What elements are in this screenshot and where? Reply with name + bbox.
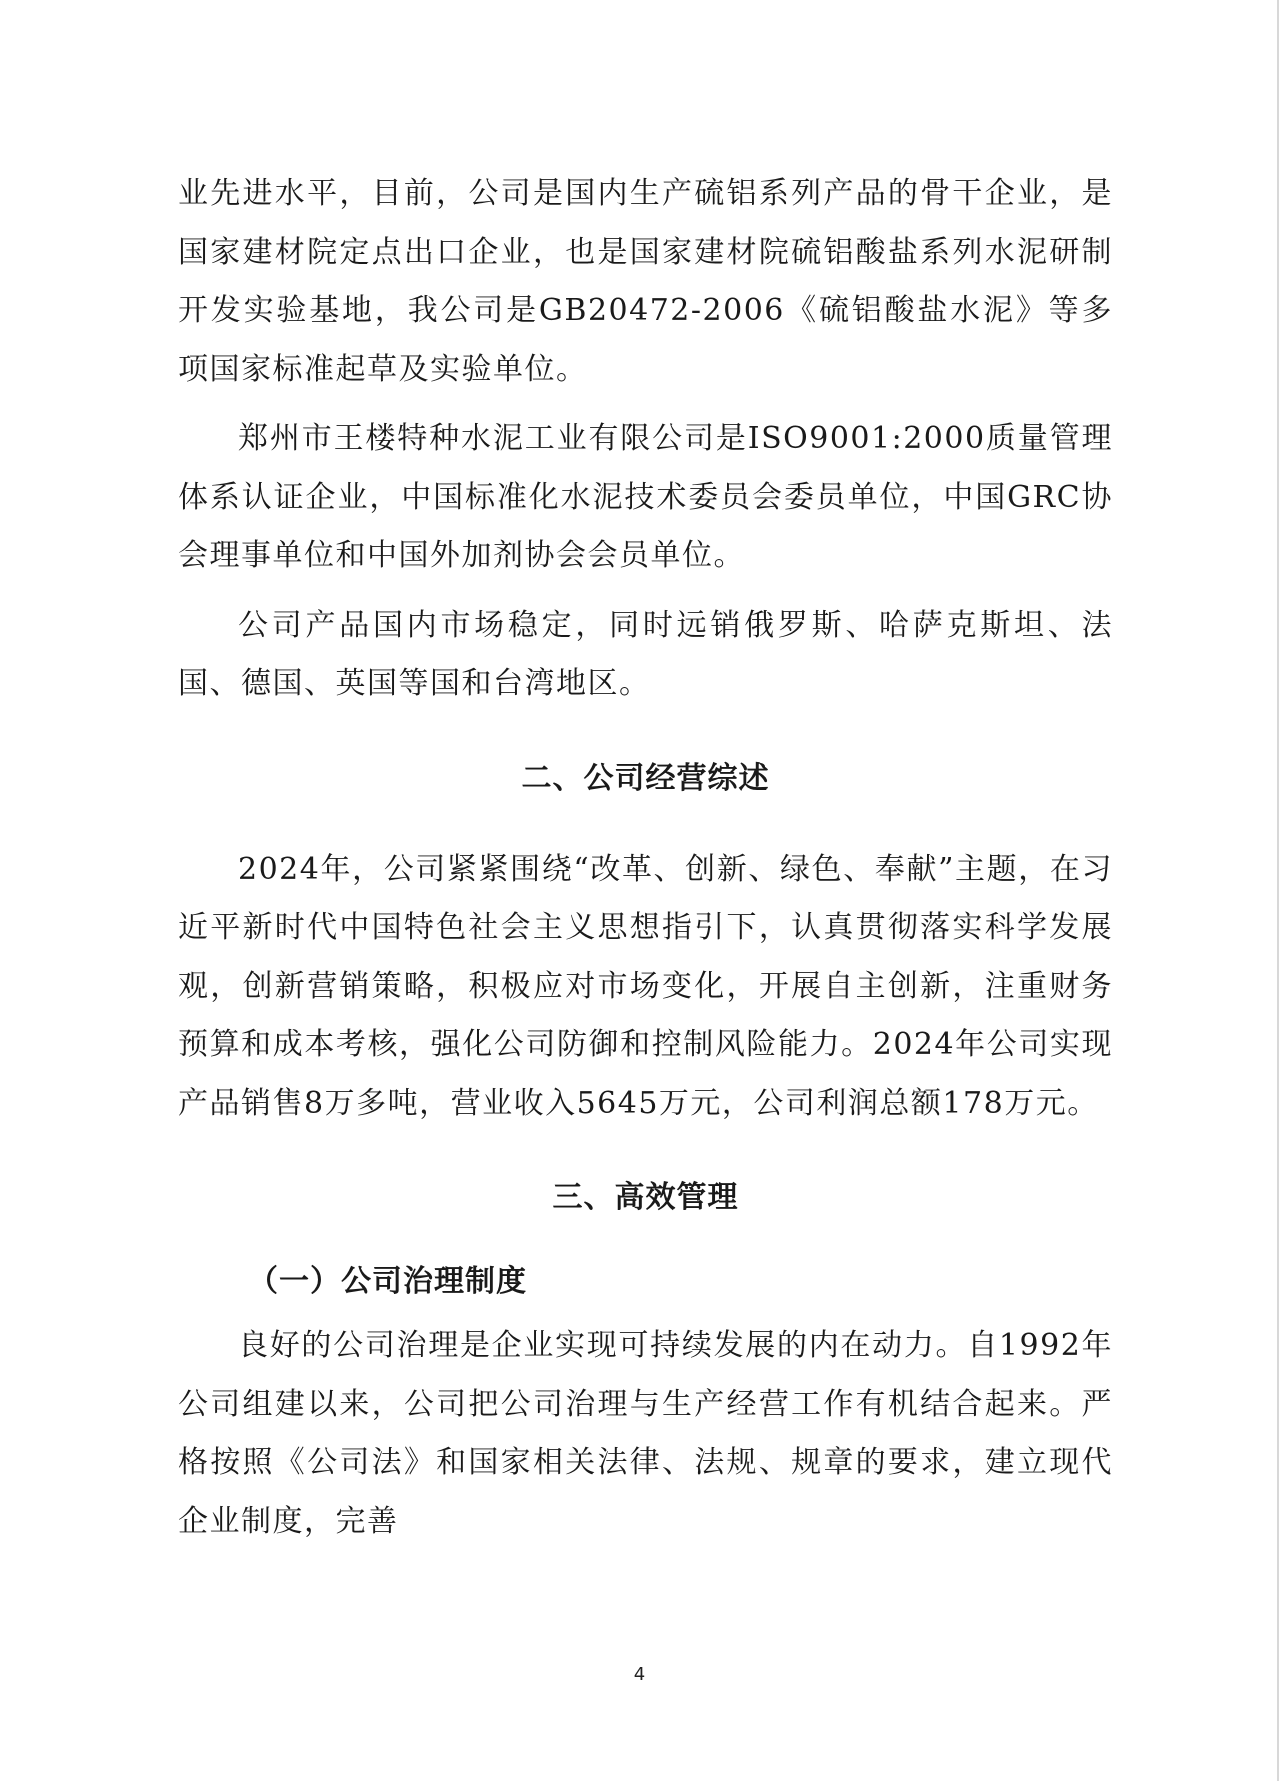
section-heading-efficient-management: 三、高效管理 bbox=[552, 1180, 739, 1215]
paragraph-corporate-governance: 良好的公司治理是企业实现可持续发展的内在动力。自1992年公司组建以来，公司把公司治理与生产经营工作有机结合起来。严格按照《公司法》和国家相关法律、法规、规章的要求，建立现代企业制度，完善 bbox=[178, 1328, 1113, 1539]
subheading-corporate-governance: （一）公司治理制度 bbox=[248, 1264, 527, 1299]
document-body bbox=[178, 165, 1113, 1551]
paragraph-company-standing: 业先进水平，目前，公司是国内生产硫铝系列产品的骨干企业，是国家建材院定点出口企业，也是国家建材院硫铝酸盐系列水泥研制开发实验基地，我公司是GB20472-2006《硫铝酸盐水泥》等多项国家标准起草及实验单位。 bbox=[178, 176, 1113, 387]
paragraph-certifications: 郑州市王楼特种水泥工业有限公司是ISO9001:2000质量管理体系认证企业，中国标准化水泥技术委员会委员单位，中国GRC协会理事单位和中国外加剂协会会员单位。 bbox=[178, 421, 1113, 573]
section-heading-business-overview: 二、公司经营综述 bbox=[521, 760, 770, 796]
paragraph-markets: 公司产品国内市场稳定，同时远销俄罗斯、哈萨克斯坦、法国、德国、英国等国和台湾地区。 bbox=[178, 607, 1113, 701]
page-number: 4 bbox=[633, 1664, 646, 1685]
paragraph-business-overview: 2024年，公司紧紧围绕“改革、创新、绿色、奉献”主题，在习近平新时代中国特色社会主义思想指引下，认真贯彻落实科学发展观，创新营销策略，积极应对市场变化，开展自主创新，注重财务预算和成本考核，强化公司防御和控制风险能力。2024年公司实现产品销售8万多吨，营业收入5645万元，公司利润总额178万元。 bbox=[178, 851, 1113, 1121]
